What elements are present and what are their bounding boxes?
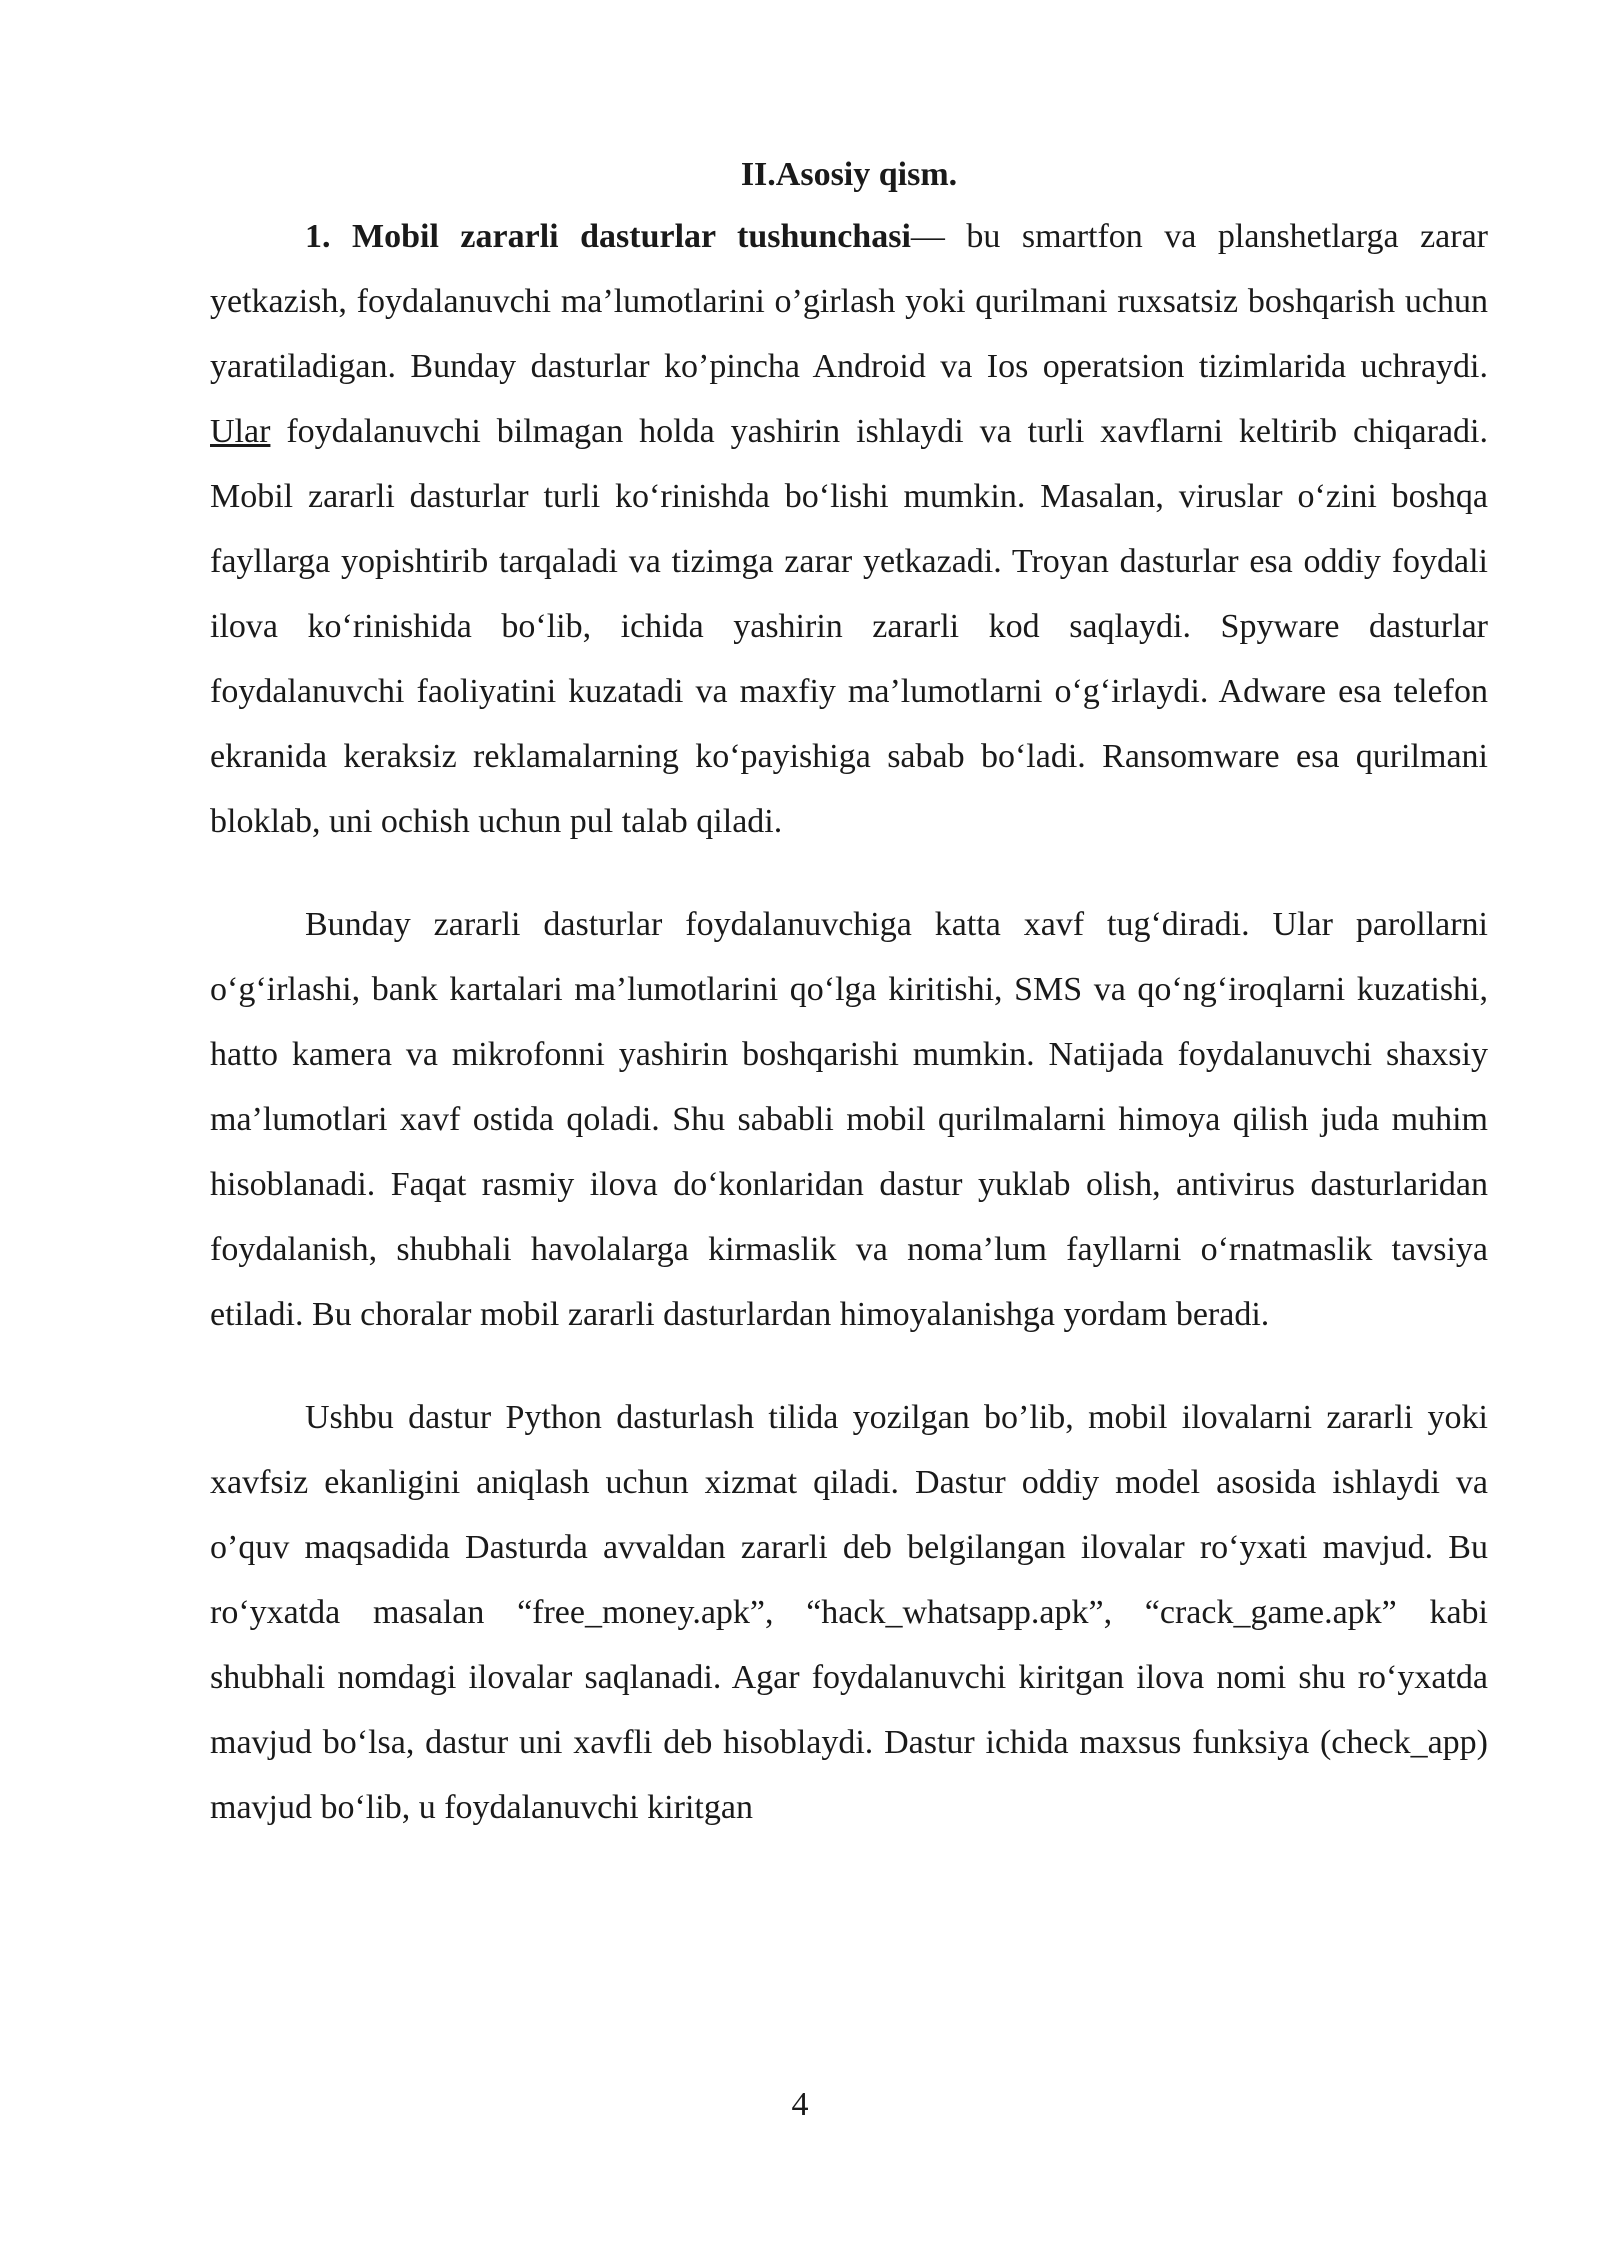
page-number: 4 <box>791 2086 809 2123</box>
paragraph-1-text-a: — bu smartfon va planshetlarga zarar yetkazish, foydalanuvchi ma’lumotlarini o’girlash yoki qurilmani ruxsatsiz boshqarish uchun yaratiladigan. Bunday dasturlar ko’pincha Android va Ios operatsion tizimlarida uchraydi. <box>210 218 1488 385</box>
term-definition-lead: 1. Mobil zararli dasturlar tushunchasi <box>305 218 911 255</box>
paragraph-2: Bunday zararli dasturlar foydalanuvchiga katta xavf tug‘diradi. Ular parollarni o‘g‘irlashi, bank kartalari ma’lumotlarini qo‘lga kiritishi, SMS va qo‘ng‘iroqlarni kuzatishi, hatto kamera va mikrofonni yashirin boshqarishi mumkin. Natijada foydalanuvchi shaxsiy ma’lumotlari xavf ostida qoladi. Shu sababli mobil qurilmalarni himoya qilish juda muhim hisoblanadi. Faqat rasmiy ilova do‘konlaridan dastur yuklab olish, antivirus dasturlaridan foydalanish, shubhali havolalarga kirmaslik va noma’lum fayllarni o‘rnatmaslik tavsiya etiladi. Bu choralar mobil zararli dasturlardan himoyalanishga yordam beradi. <box>210 906 1488 1333</box>
paragraph-1 <box>210 204 1488 854</box>
paragraph-1-text-b: foydalanuvchi bilmagan holda yashirin ishlaydi va turli xavflarni keltirib chiqaradi. Mobil zararli dasturlar turli ko‘rinishda bo‘lishi mumkin. Masalan, viruslar o‘zini boshqa fayllarga yopishtirib tarqaladi va tizimga zarar yetkazadi. Troyan dasturlar esa oddiy foydali ilova ko‘rinishida bo‘lib, ichida yashirin zararli kod saqlaydi. Spyware dasturlar foydalanuvchi faoliyatini kuzatadi va maxfiy ma’lumotlarni o‘g‘irlaydi. Adware esa telefon ekranida keraksiz reklamalarning ko‘payishiga sabab bo‘ladi. Ransomware esa qurilmani bloklab, uni ochish uchun pul talab qiladi. <box>210 413 1488 840</box>
underlined-word: Ular <box>210 413 271 450</box>
page-content <box>210 150 1488 1840</box>
paragraph-3: Ushbu dastur Python dasturlash tilida yozilgan bo’lib, mobil ilovalarni zararli yoki xavfsiz ekanligini aniqlash uchun xizmat qiladi. Dastur oddiy model asosida ishlaydi va o’quv maqsadida Dasturda avvaldan zararli deb belgilangan ilovalar ro‘yxati mavjud. Bu ro‘yxatda masalan “free_money.apk”, “hack_whatsapp.apk”, “crack_game.apk” kabi shubhali nomdagi ilovalar saqlanadi. Agar foydalanuvchi kiritgan ilova nomi shu ro‘yxatda mavjud bo‘lsa, dastur uni xavfli deb hisoblaydi. Dastur ichida maxsus funksiya (check_app) mavjud bo‘lib, u foydalanuvchi kiritgan <box>210 1399 1488 1826</box>
section-heading: II.Asosiy qism. <box>740 156 958 193</box>
